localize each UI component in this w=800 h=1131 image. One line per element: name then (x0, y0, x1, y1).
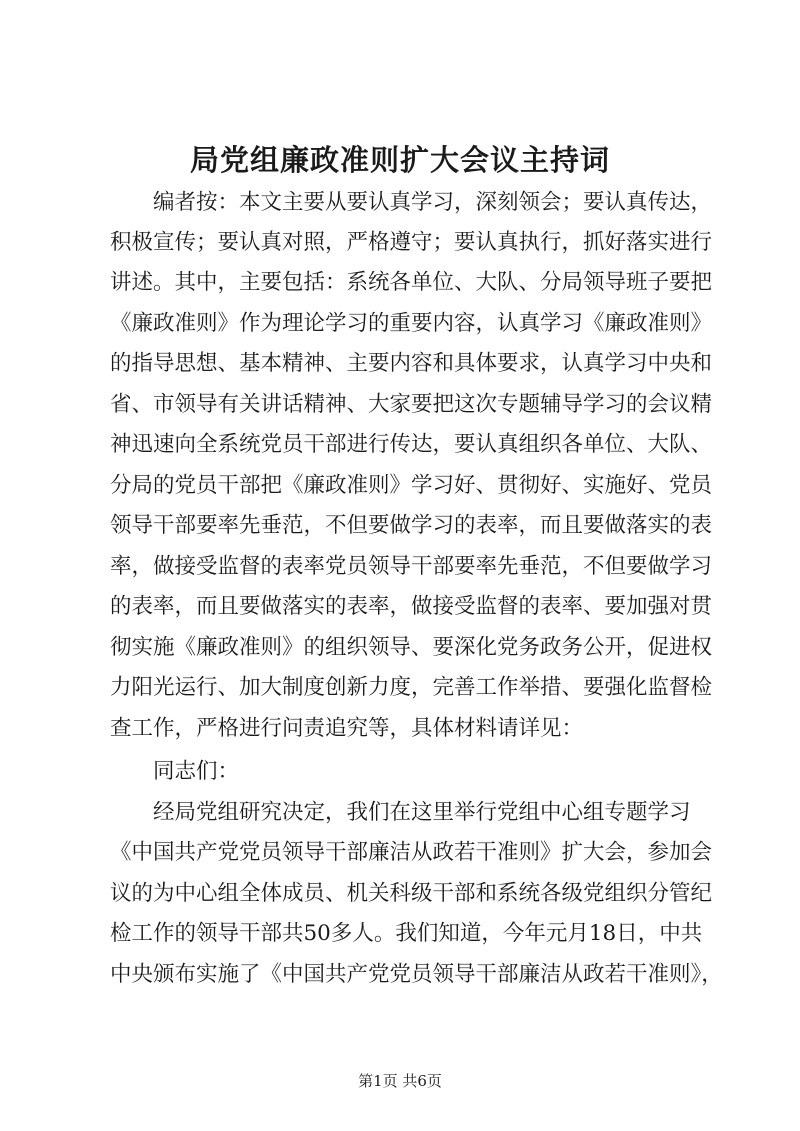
paragraph-line-8: 分局的党员干部把《廉政准则》学习好、贯彻好、实施好、党员 (110, 473, 713, 498)
paragraph-line-9: 领导干部要率先垂范，不但要做学习的表率，而且要做落实的表 (110, 513, 713, 538)
paragraph-line-2: 积极宣传；要认真对照，严格遵守；要认真执行，抓好落实进行 (110, 230, 713, 255)
paragraph-line-12: 彻实施《廉政准则》的组织领导、要深化党务政务公开，促进权 (110, 635, 713, 660)
paragraph-line-16: 《中国共产党党员领导干部廉洁从政若干准则》扩大会，参加会 (110, 840, 713, 865)
paragraph-line-14: 查工作，严格进行问责追究等，具体材料请详见： (110, 716, 584, 741)
paragraph-line-5: 的指导思想、基本精神、主要内容和具体要求，认真学习中央和 (110, 351, 713, 376)
document-title: 局党组廉政准则扩大会议主持词 (189, 143, 610, 177)
page-number-footer: 第1页 共6页 (358, 1072, 442, 1090)
paragraph-line-11: 的表率，而且要做落实的表率，做接受监督的表率、要加强对贯 (110, 594, 713, 619)
paragraph-line-3: 讲述。其中，主要包括：系统各单位、大队、分局领导班子要把 (110, 270, 713, 295)
paragraph-line-17: 议的为中心组全体成员、机关科级干部和系统各级党组织分管纪 (110, 881, 713, 906)
paragraph-line-10: 率，做接受监督的表率党员领导干部要率先垂范，不但要做学习 (110, 554, 713, 579)
paragraph-line-15: 经局党组研究决定，我们在这里举行党组中心组专题学习 (153, 800, 691, 825)
paragraph-line-13: 力阳光运行、加大制度创新力度，完善工作举措、要强化监督检 (110, 675, 713, 700)
paragraph-line-7: 神迅速向全系统党员干部进行传达，要认真组织各单位、大队、 (110, 432, 713, 457)
paragraph-line-4: 《廉政准则》作为理论学习的重要内容，认真学习《廉政准则》 (110, 311, 713, 336)
paragraph-line-1: 编者按：本文主要从要认真学习，深刻领会；要认真传达， (153, 190, 713, 215)
paragraph-line-6: 省、市领导有关讲话精神、大家要把这次专题辅导学习的会议精 (110, 392, 713, 417)
salutation-line: 同志们： (153, 759, 240, 784)
paragraph-line-18: 检工作的领导干部共50多人。我们知道，今年元月18日，中共 (110, 921, 703, 946)
paragraph-line-19: 中央颁布实施了《中国共产党党员领导干部廉洁从政若干准则》， (110, 962, 723, 987)
